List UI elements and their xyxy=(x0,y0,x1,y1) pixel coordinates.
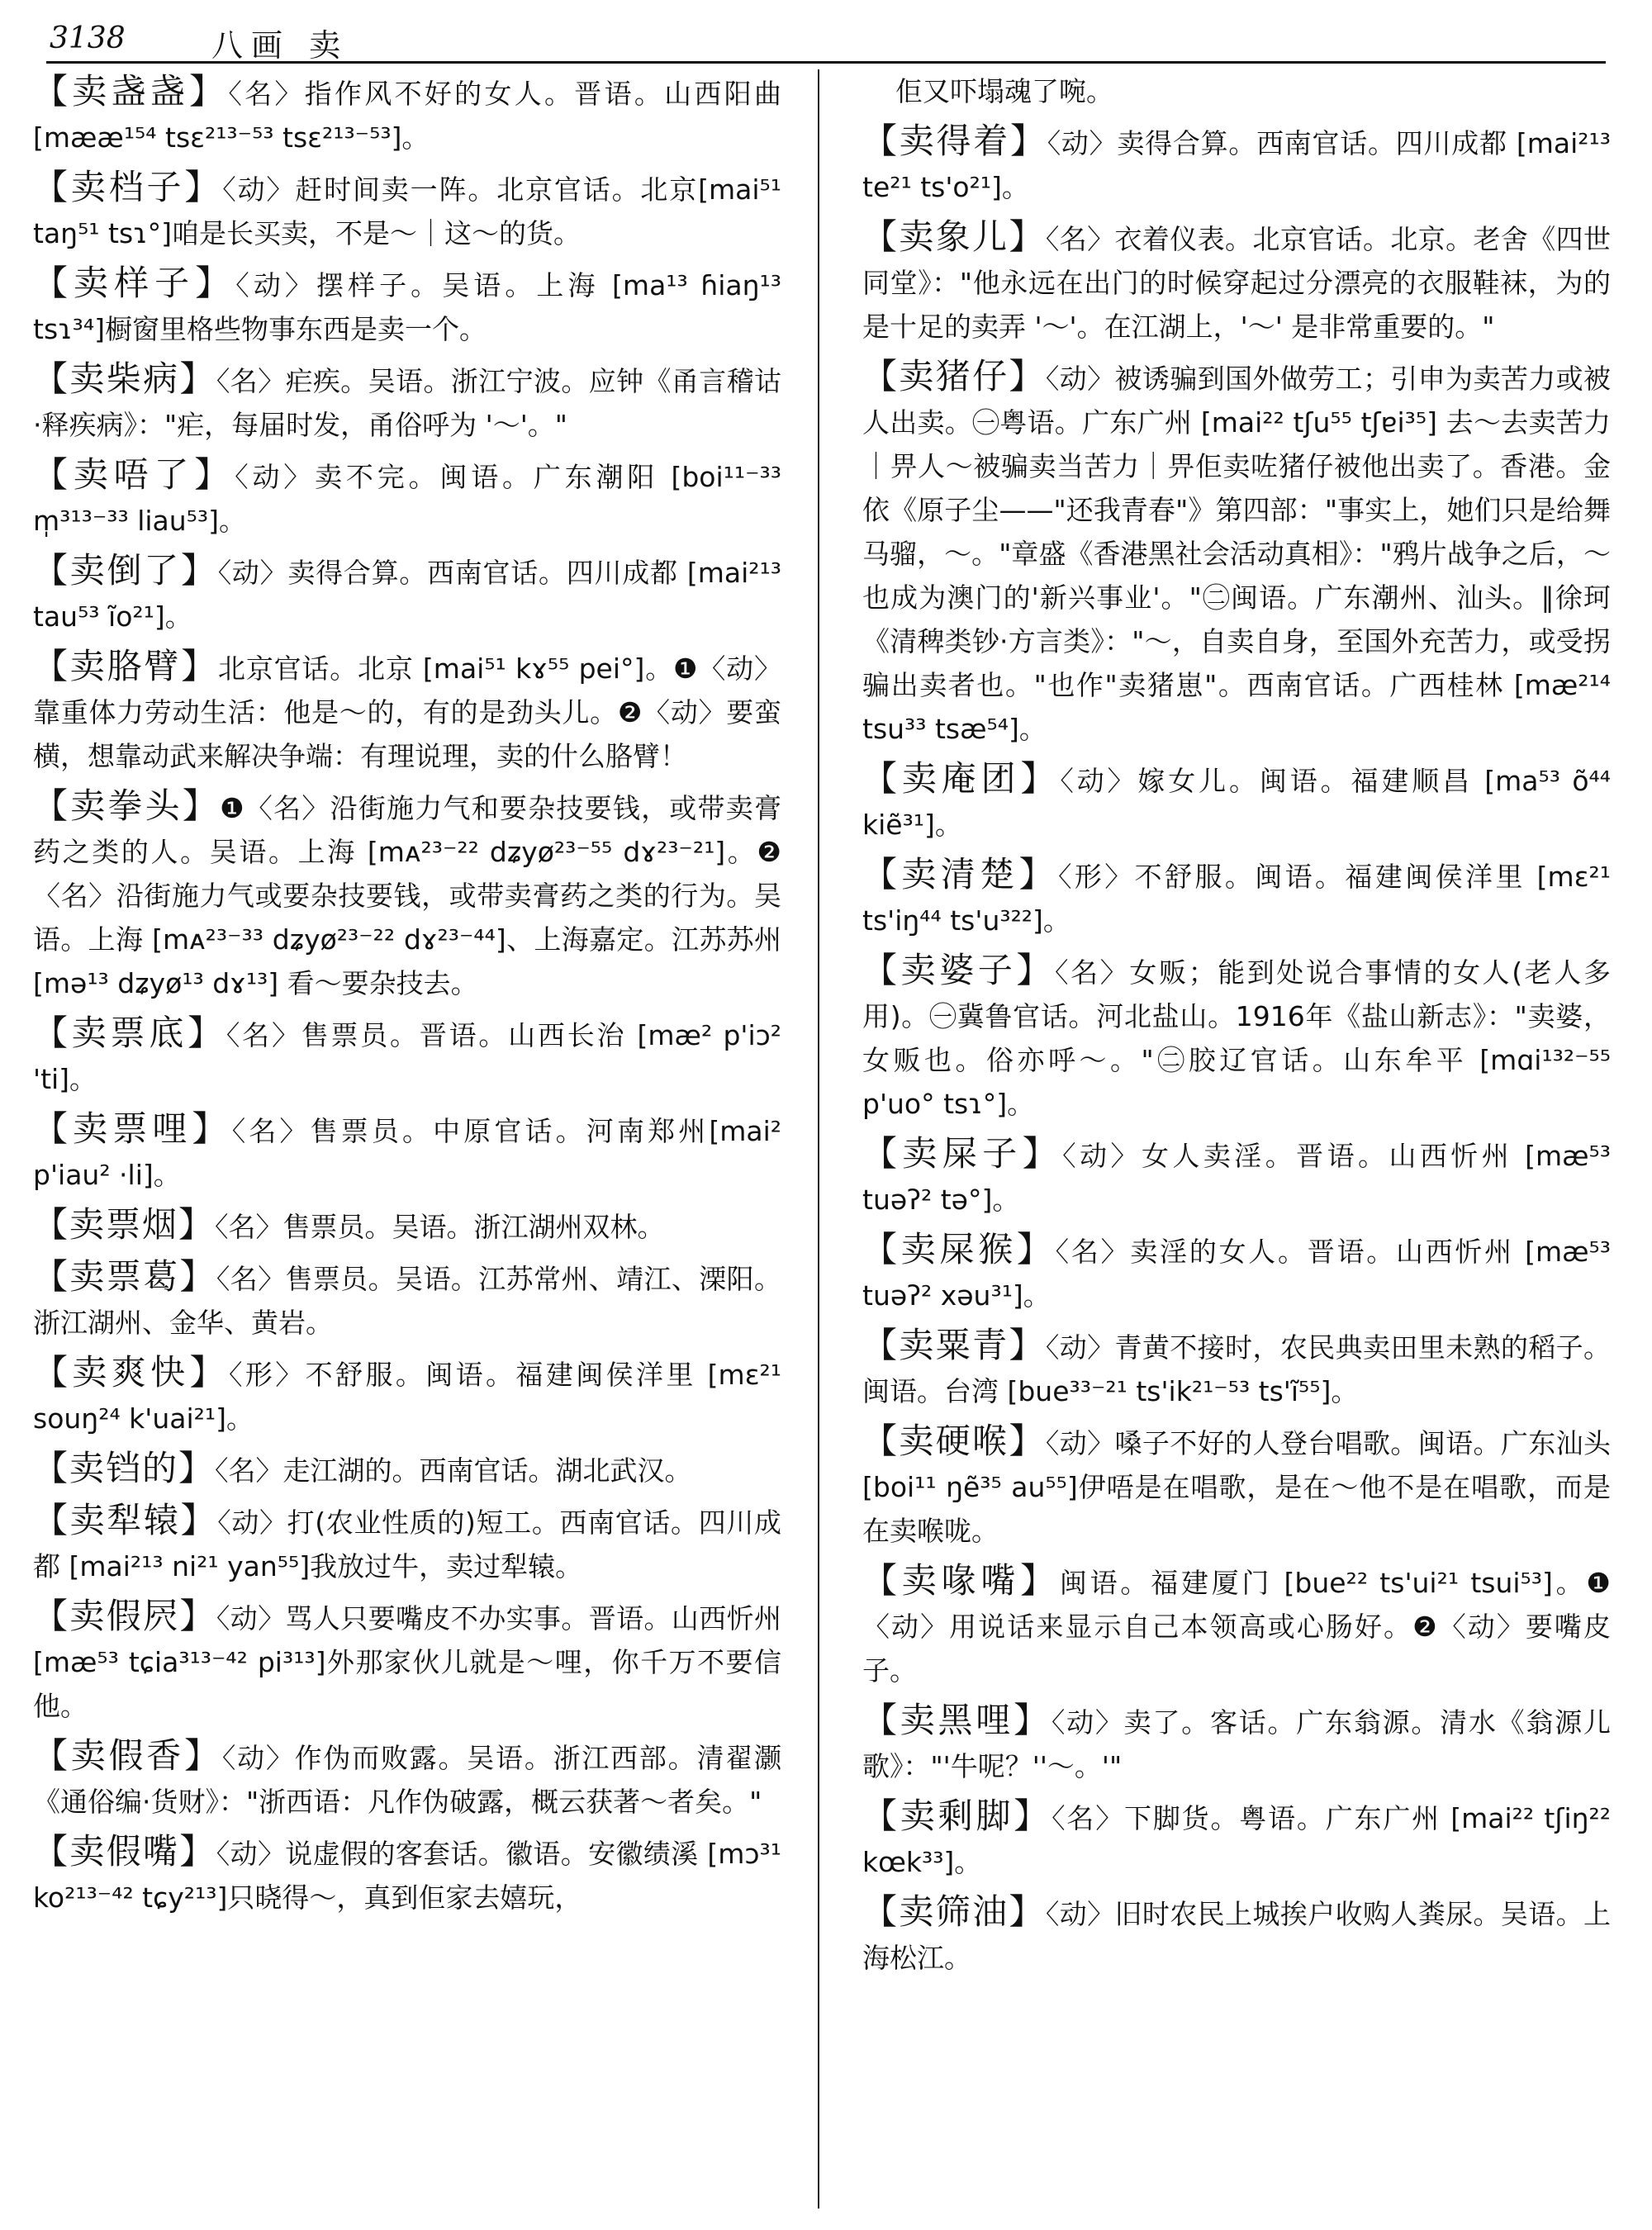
entry-headword: 【卖胳臂】 xyxy=(33,646,219,686)
dictionary-entry xyxy=(33,1255,781,1345)
entry-headword: 【卖犁辕】 xyxy=(33,1500,218,1540)
right-column xyxy=(862,69,1611,2209)
column-divider xyxy=(818,69,819,2209)
dictionary-entry xyxy=(33,1446,781,1492)
entry-headword: 【卖爽快】 xyxy=(33,1352,229,1393)
dictionary-entry xyxy=(862,1698,1611,1788)
entry-headword: 【卖倒了】 xyxy=(33,550,218,591)
entry-headword: 【卖得着】 xyxy=(862,121,1047,161)
entry-headword: 【卖票底】 xyxy=(33,1013,226,1053)
dictionary-entry xyxy=(33,1498,781,1588)
entry-definition: 〈动〉说虚假的客套话。徽语。安徽绩溪 [mɔ³¹ ko²¹³⁻⁴² tɕy²¹³]只晓得～，真到佢家去嬉玩， xyxy=(33,1838,781,1914)
dictionary-entry xyxy=(33,165,781,255)
entry-definition: ❶〈名〉沿街施力气和要杂技要钱，或带卖膏药之类的人。吴语。上海 [mᴀ²³⁻²² dʑyø²³⁻⁵⁵ dɤ²³⁻²¹]。❷〈名〉沿街施力气或要杂技要钱，或带卖膏药之类的行为。吴语。上海 [mᴀ²³⁻³³ dʑyø²³⁻²² dɤ²³⁻⁴⁴]、上海嘉定。江苏苏州 [mə¹³ dʑyø¹³ dɤ¹³] 看～要杂技去。 xyxy=(33,792,781,999)
entry-headword: 【卖票葛】 xyxy=(33,1256,216,1297)
dictionary-entry xyxy=(862,354,1611,751)
entry-headword: 【卖婆子】 xyxy=(862,950,1056,990)
entry-headword: 【卖粟青】 xyxy=(862,1325,1046,1365)
entry-definition: 〈形〉不舒服。闽语。福建闽侯洋里 [mɛ²¹ ts'iŋ⁴⁴ ts'u³²²]。 xyxy=(862,861,1611,937)
entry-headword: 【卖盏盏】 xyxy=(33,71,229,112)
entry-definition: 〈名〉售票员。吴语。江苏常州、靖江、溧阳。浙江湖州、金华、黄岩。 xyxy=(33,1263,781,1339)
entry-headword: 【卖拳头】 xyxy=(33,785,221,826)
page-header xyxy=(46,17,1606,64)
entry-definition: 〈动〉作伪而败露。吴语。浙江西部。清翟灏《通俗编·货财》："浙西语：凡作伪破露，概云获著～者矣。" xyxy=(33,1742,781,1818)
entry-headword: 【卖假屄】 xyxy=(33,1596,216,1636)
dictionary-entry xyxy=(862,1227,1611,1317)
entry-definition: 〈动〉女人卖淫。晋语。山西忻州 [mæ⁵³ tuəʔ² tə°]。 xyxy=(862,1140,1611,1216)
entry-definition: 〈名〉售票员。晋语。山西长治 [mæ² p'iɔ² 'ti]。 xyxy=(33,1019,781,1095)
entry-headword: 【卖样子】 xyxy=(33,263,236,303)
entry-definition: 〈名〉指作风不好的女人。晋语。山西阳曲 [mææ¹⁵⁴ tsɛ²¹³⁻⁵³ tsɛ²¹³⁻⁵³]。 xyxy=(33,78,781,154)
entry-definition: 〈动〉嫁女儿。闽语。福建顺昌 [ma⁵³ õ⁴⁴ kiẽ³¹]。 xyxy=(862,765,1611,841)
dictionary-entry xyxy=(33,1594,781,1728)
entry-definition: 〈名〉售票员。吴语。浙江湖州双林。 xyxy=(215,1211,665,1243)
entry-definition: 〈形〉不舒服。闽语。福建闽侯洋里 [mɛ²¹ souŋ²⁴ k'uai²¹]。 xyxy=(33,1359,781,1435)
entry-definition: 〈名〉卖淫的女人。晋语。山西忻州 [mæ⁵³ tuəʔ² xəu³¹]。 xyxy=(862,1236,1611,1312)
entry-definition: 〈动〉赶时间卖一阵。北京官话。北京[mai⁵¹ taŋ⁵¹ tsɿ°]咱是长买卖，不是～｜这～的货。 xyxy=(33,173,781,249)
dictionary-entry xyxy=(33,1203,781,1249)
left-column xyxy=(33,69,781,2209)
dictionary-entry xyxy=(862,1132,1611,1222)
dictionary-entry xyxy=(862,1559,1611,1692)
dictionary-entry xyxy=(33,644,781,778)
entry-definition: 〈名〉疟疾。吴语。浙江宁波。应钟《甬言稽诂·释疾病》："疟，每届时发，甬俗呼为 '～'。" xyxy=(33,365,781,441)
entry-definition: 〈名〉女贩；能到处说合事情的女人(老人多用)。㊀冀鲁官话。河北盐山。1916年《盐山新志》："卖婆，女贩也。俗亦呼～。"㊁胶辽官话。山东牟平 [mɑi¹³²⁻⁵⁵ p'uo° tsɿ°]。 xyxy=(862,956,1611,1120)
entry-headword: 【卖档子】 xyxy=(33,167,223,207)
entry-continuation xyxy=(895,69,1611,113)
dictionary-entry xyxy=(862,119,1611,209)
dictionary-entry xyxy=(33,1734,781,1824)
dictionary-entry xyxy=(33,1829,781,1919)
entry-definition: 北京官话。北京 [mai⁵¹ kɤ⁵⁵ pei°]。❶〈动〉靠重体力劳动生活：他是～的，有的是劲头儿。❷〈动〉要蛮横，想靠动武来解决争端：有理说理，卖的什么胳臂！ xyxy=(33,652,781,772)
entry-definition: 〈动〉卖不完。闽语。广东潮阳 [boi¹¹⁻³³ m̩³¹³⁻³³ liau⁵³]。 xyxy=(33,461,781,537)
dictionary-entry xyxy=(33,1107,781,1197)
dictionary-entry xyxy=(862,1323,1611,1413)
entry-headword: 【卖黑哩】 xyxy=(862,1700,1051,1740)
dictionary-entry xyxy=(33,1011,781,1101)
dictionary-entry xyxy=(33,1350,781,1440)
dictionary-entry xyxy=(862,1890,1611,1980)
entry-headword: 【卖象儿】 xyxy=(862,216,1046,257)
section-title: 八画 卖 xyxy=(211,27,349,64)
entry-definition: 〈动〉卖得合算。西南官话。四川成都 [mai²¹³ tau⁵³ ĩo²¹]。 xyxy=(33,557,781,633)
entry-definition: 〈动〉青黄不接时，农民典卖田里未熟的稻子。闽语。台湾 [bue³³⁻²¹ ts'ik²¹⁻⁵³ ts'ĩ⁵⁵]。 xyxy=(862,1331,1611,1407)
entry-headword: 【卖喙嘴】 xyxy=(862,1560,1060,1601)
dictionary-entry xyxy=(862,1419,1611,1553)
dictionary-entry xyxy=(862,1794,1611,1884)
entry-definition: 〈动〉被诱骗到国外做劳工；引申为卖苦力或被人出卖。㊀粤语。广东广州 [mai²² tʃu⁵⁵ tʃɐi³⁵] 去～去卖苦力｜畀人～被骗卖当苦力｜畀佢卖咗猪仔被他出卖了。香港。金依《原子尘——"还我青春"》第四部："事实上，她们只是给舞马骝，～。"章盛《香港黑社会活动真相》："鸦片战争之后，～也成为澳门的'新兴事业'。"㊁闽语。广东潮州、汕头。∥徐珂《清稗类钞·方言类》："～，自卖自身，至国外充苦力，或受拐骗出卖者也。"也作"卖猪崽"。西南官话。广西桂林 [mæ²¹⁴ tsu³³ tsæ⁵⁴]。 xyxy=(862,363,1611,745)
entry-headword: 【卖剩脚】 xyxy=(862,1796,1052,1836)
dictionary-entry xyxy=(33,784,781,1005)
entry-definition: 〈动〉骂人只要嘴皮不办实事。晋语。山西忻州 [mæ⁵³ tɕia³¹³⁻⁴² pi³¹³]外那家伙儿就是～哩，你千万不要信他。 xyxy=(33,1602,781,1722)
entry-headword: 【卖唔了】 xyxy=(33,454,235,495)
dictionary-entry xyxy=(33,453,781,543)
entry-headword: 【卖柴病】 xyxy=(33,358,216,399)
dictionary-entry xyxy=(33,357,781,447)
entry-headword: 【卖票烟】 xyxy=(33,1204,216,1245)
entry-headword: 【卖猪仔】 xyxy=(862,356,1046,396)
entry-definition: 〈动〉嗓子不好的人登台唱歌。闽语。广东汕头 [boi¹¹ ŋẽ³⁵ au⁵⁵]伊唔是在唱歌，是在～他不是在唱歌，而是在卖喉咙。 xyxy=(862,1427,1611,1547)
dictionary-entry xyxy=(33,548,781,638)
dictionary-entry xyxy=(33,261,781,351)
entry-headword: 【卖清楚】 xyxy=(862,854,1058,894)
entry-definition: 佢又吓塌魂了啘。 xyxy=(895,75,1113,107)
entry-headword: 【卖屎子】 xyxy=(862,1133,1063,1174)
entry-definition: 〈名〉售票员。中原官话。河南郑州[mai² p'iau² ·li]。 xyxy=(33,1115,781,1191)
entry-headword: 【卖铛的】 xyxy=(33,1448,216,1488)
entry-headword: 【卖筛油】 xyxy=(862,1891,1046,1932)
entry-headword: 【卖庵团】 xyxy=(862,758,1061,799)
entry-definition: 〈动〉卖得合算。西南官话。四川成都 [mai²¹³ te²¹ ts'o²¹]。 xyxy=(862,127,1611,203)
dictionary-entry xyxy=(862,948,1611,1126)
dictionary-entry xyxy=(862,757,1611,847)
page-number: 3138 xyxy=(50,21,126,55)
dictionary-entry xyxy=(33,69,781,159)
entry-definition: 〈名〉衣着仪表。北京官话。北京。老舍《四世同堂》："他永远在出门的时候穿起过分漂亮的衣服鞋袜，为的是十足的卖弄 '～'。在江湖上，'～' 是非常重要的。" xyxy=(862,223,1611,343)
entry-definition: 〈动〉卖了。客话。广东翁源。清水《翁源儿歌》："'牛呢？''～。'" xyxy=(862,1706,1611,1782)
entry-headword: 【卖票哩】 xyxy=(33,1108,232,1149)
entry-definition: 〈动〉摆样子。吴语。上海 [ma¹³ ɦiaŋ¹³ tsɿ³⁴]橱窗里格些物事东西是卖一个。 xyxy=(33,269,781,345)
dictionary-entry xyxy=(862,215,1611,349)
entry-headword: 【卖假香】 xyxy=(33,1735,222,1776)
entry-definition: 〈名〉下脚货。粤语。广东广州 [mai²² tʃiŋ²² kœk³³]。 xyxy=(862,1802,1611,1878)
entry-definition: 〈动〉打(农业性质的)短工。西南官话。四川成都 [mai²¹³ ni²¹ yan⁵⁵]我放过牛，卖过犁辕。 xyxy=(33,1506,781,1582)
entry-definition: 〈名〉走江湖的。西南官话。湖北武汉。 xyxy=(215,1454,692,1487)
dictionary-entry xyxy=(862,852,1611,942)
entry-headword: 【卖屎猴】 xyxy=(862,1229,1056,1269)
entry-definition: 〈动〉旧时农民上城挨户收购人粪尿。吴语。上海松江。 xyxy=(862,1898,1611,1974)
entry-headword: 【卖硬喉】 xyxy=(862,1421,1046,1461)
entry-headword: 【卖假嘴】 xyxy=(33,1831,216,1872)
entry-definition: 闽语。福建厦门 [bue²² ts'ui²¹ tsui⁵³]。❶〈动〉用说话来显示自己本领高或心肠好。❷〈动〉要嘴皮子。 xyxy=(862,1567,1611,1687)
